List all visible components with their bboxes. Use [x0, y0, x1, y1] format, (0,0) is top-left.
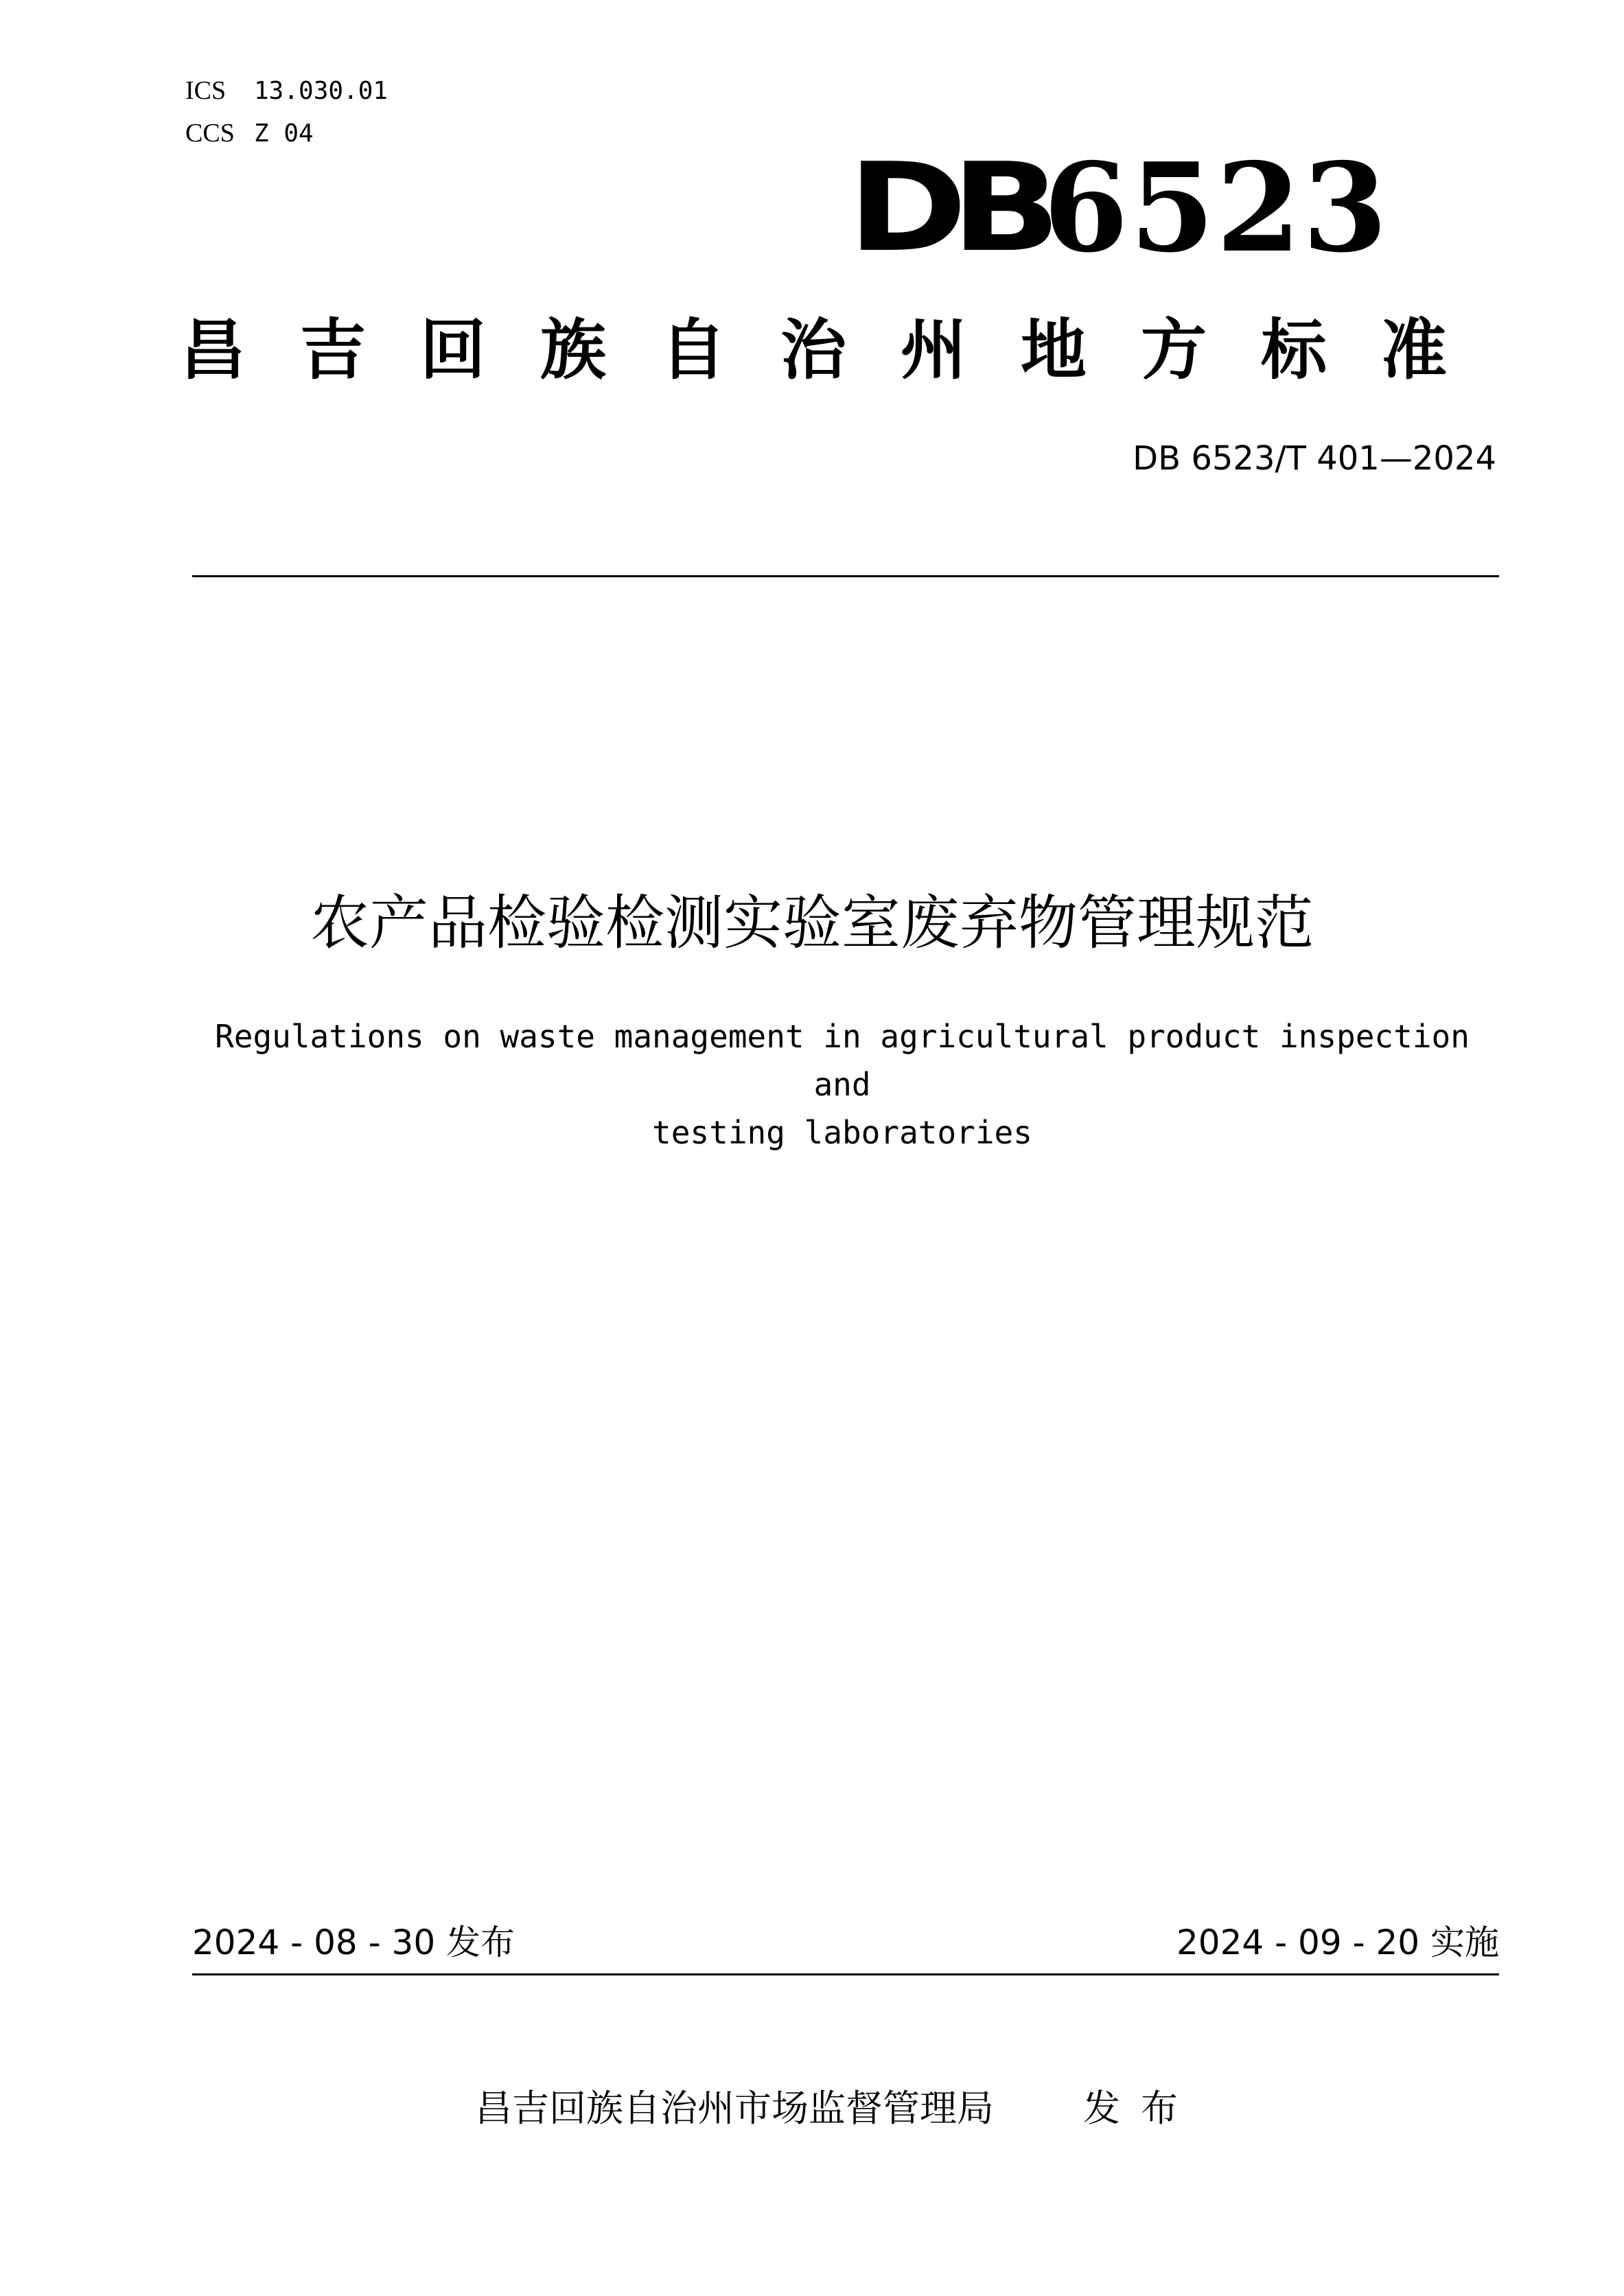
publish-word: 发布	[1083, 2087, 1198, 2130]
ics-row	[185, 76, 388, 106]
implementation-date: 2024 - 09 - 20 实施	[1176, 1923, 1499, 1962]
db-logo-code: 6523	[1043, 136, 1389, 279]
ics-value: 13.030.01	[254, 77, 388, 105]
ccs-value: Z 04	[254, 119, 314, 148]
standard-number: DB 6523/T 401—2024	[1133, 439, 1496, 478]
title-english-line2: testing laboratories	[652, 1114, 1032, 1151]
ccs-row	[185, 118, 314, 149]
ics-label: ICS	[185, 76, 227, 105]
title-chinese: 农产品检验检测实验室废弃物管理规范	[310, 889, 1314, 958]
ccs-label: CCS	[185, 119, 235, 148]
db-logo	[848, 136, 1389, 279]
bottom-divider	[192, 1973, 1499, 1975]
standard-type-name: 昌吉回族自治州地方标准	[180, 312, 1501, 389]
top-divider	[192, 575, 1499, 577]
title-english-line1: Regulations on waste management in agricultural product inspection and	[215, 1018, 1470, 1103]
db-logo-prefix: DB	[848, 137, 1045, 279]
publisher-name: 昌吉回族自治州市场监督管理局	[475, 2087, 994, 2130]
title-english	[185, 1012, 1499, 1157]
issue-date: 2024 - 08 - 30 发布	[192, 1923, 515, 1962]
